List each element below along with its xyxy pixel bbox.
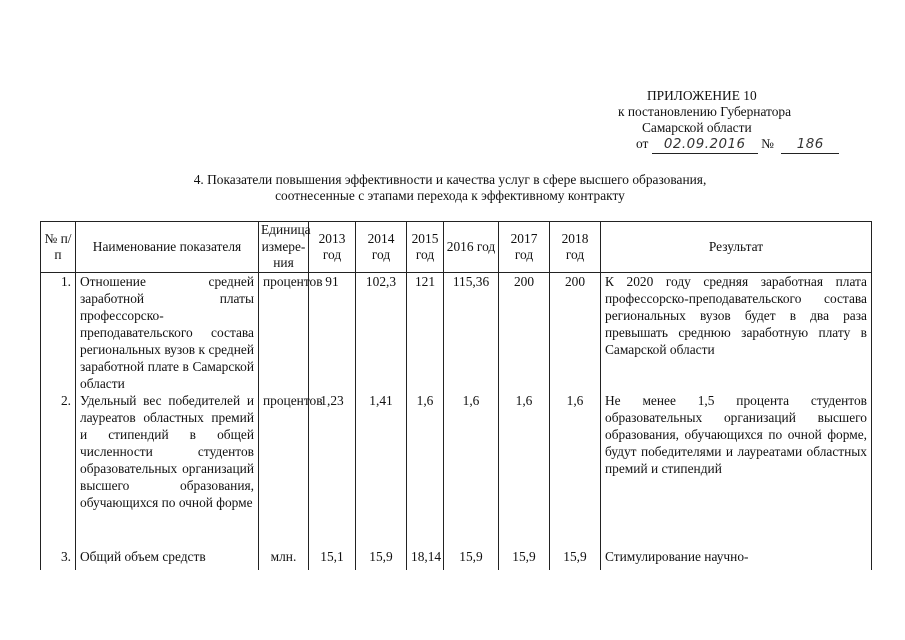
table-row: [41, 392, 872, 548]
header-unit: Единица измере-ния: [259, 222, 309, 273]
row-unit: процентов: [259, 273, 309, 393]
heading-line-2: соотнесенные с этапами перехода к эффективному контракту: [275, 188, 625, 203]
row-2016: 15,9: [444, 548, 499, 570]
row-result: Стимулирование научно-: [601, 548, 872, 570]
row-name: Удельный вес победителей и лауреатов областных премий и стипендий в общей численности студентов образовательных организаций высшего образования, обучающихся по очной форме: [76, 392, 259, 548]
appendix-date-line: [590, 136, 840, 154]
row-2017: 200: [499, 273, 550, 393]
row-num: 3.: [41, 548, 76, 570]
table-row: [41, 273, 872, 393]
document-heading: [130, 172, 770, 204]
header-result: Результат: [601, 222, 872, 273]
row-name: Общий объем средств: [76, 548, 259, 570]
row-2017: 1,6: [499, 392, 550, 548]
appendix-decree-line: к постановлению Губернатора: [618, 104, 792, 119]
appendix-block: [590, 88, 840, 154]
row-unit: млн.: [259, 548, 309, 570]
heading-line-1: 4. Показатели повышения эффективности и качества услуг в сфере высшего образования,: [193, 172, 707, 187]
row-2018: 200: [550, 273, 601, 393]
header-2013: 2013 год: [309, 222, 356, 273]
header-2017: 2017 год: [499, 222, 550, 273]
row-2013: 15,1: [309, 548, 356, 570]
header-2015: 2015 год: [407, 222, 444, 273]
from-label: от: [636, 136, 649, 151]
header-name: Наименование показателя: [76, 222, 259, 273]
row-num: 1.: [41, 273, 76, 393]
handwritten-date: 02.09.2016: [652, 137, 758, 154]
indicators-table: [40, 221, 872, 570]
table-header-row: [41, 222, 872, 273]
appendix-title: ПРИЛОЖЕНИЕ 10: [647, 88, 757, 103]
row-2015: 18,14: [407, 548, 444, 570]
header-2014: 2014 год: [356, 222, 407, 273]
row-2014: 15,9: [356, 548, 407, 570]
row-2017: 15,9: [499, 548, 550, 570]
row-result: Не менее 1,5 процента студентов образовательных организаций высшего образования, обучающихся по очной форме, будут победителями и лауреатами областных премий и стипендий: [601, 392, 872, 548]
row-unit: процентов: [259, 392, 309, 548]
table-row: [41, 548, 872, 570]
row-result: К 2020 году средняя заработная плата профессорско-преподавательского состава региональных вузов будет в два раза превышать среднюю заработную плату в Самарской области: [601, 273, 872, 393]
row-2016: 1,6: [444, 392, 499, 548]
row-2015: 121: [407, 273, 444, 393]
row-2013: 1,23: [309, 392, 356, 548]
number-label: №: [761, 136, 774, 151]
row-2016: 115,36: [444, 273, 499, 393]
appendix-region-line: Самарской области: [642, 120, 752, 135]
row-num: 2.: [41, 392, 76, 548]
row-2015: 1,6: [407, 392, 444, 548]
row-2018: 1,6: [550, 392, 601, 548]
header-2018: 2018 год: [550, 222, 601, 273]
row-2014: 1,41: [356, 392, 407, 548]
header-2016: 2016 год: [444, 222, 499, 273]
row-2018: 15,9: [550, 548, 601, 570]
row-2014: 102,3: [356, 273, 407, 393]
header-num: № п/п: [41, 222, 76, 273]
row-2013: 91: [309, 273, 356, 393]
row-name: Отношение средней заработной платы профессорско-преподавательского состава региональных вузов к средней заработной плате в Самарской области: [76, 273, 259, 393]
handwritten-number: 186: [781, 137, 839, 154]
